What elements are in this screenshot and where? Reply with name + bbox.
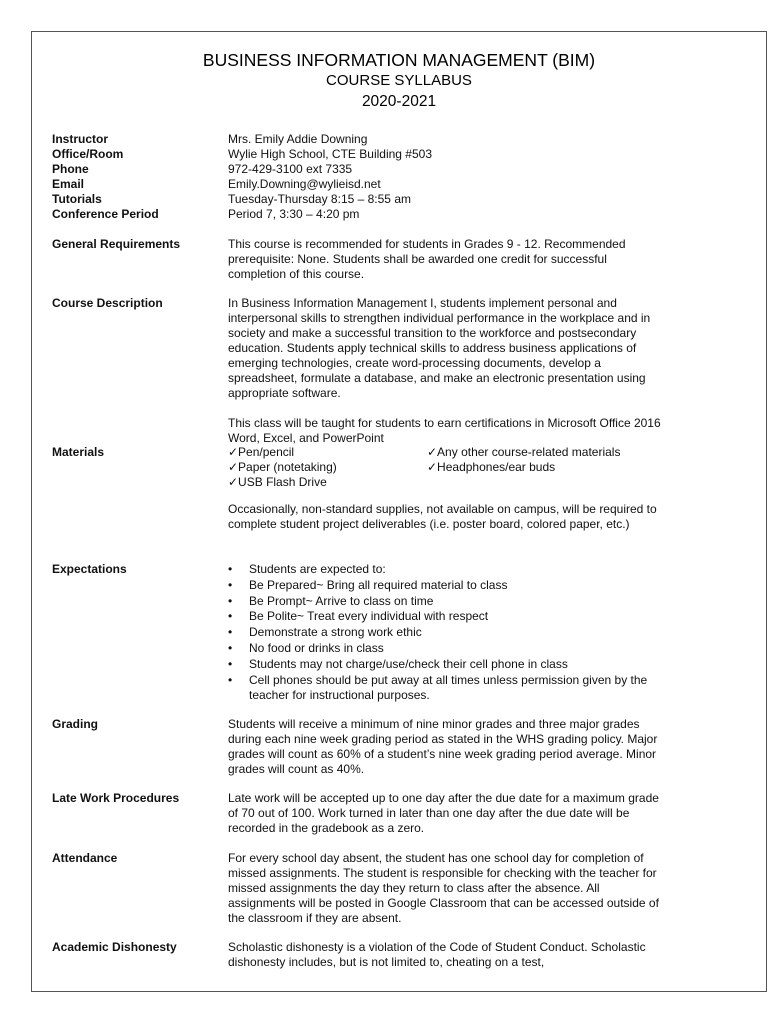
value-instructor: Mrs. Emily Addie Downing — [228, 132, 368, 146]
attendance-label: Attendance — [52, 851, 118, 865]
expectation-item: • Be Prepared~ Bring all required material to class — [228, 578, 668, 594]
grading-text: Students will receive a minimum of nine minor grades and three major grades during each nine week grading period as stated in the WHS grading policy. Major grades will count as 60% of a student’s nine week grading period average. Minor grades will count as 40%. — [228, 717, 658, 776]
contact-labels — [52, 132, 159, 222]
value-phone: 972-429-3100 ext 7335 — [228, 162, 353, 176]
label-office-room: Office/Room — [52, 147, 124, 161]
value-tutorials: Tuesday-Thursday 8:15 – 8:55 am — [228, 192, 411, 206]
value-office-room: Wylie High School, CTE Building #503 — [228, 147, 432, 161]
course-description-label: Course Description — [52, 296, 163, 310]
document-subtitle: COURSE SYLLABUS — [326, 72, 472, 89]
school-year: 2020-2021 — [361, 93, 437, 110]
attendance-text: For every school day absent, the student has one school day for completion of missed assignments. The student is responsible for checking with the teacher for missed assignments the day they return to class after the absence. All assignments will be posted in Google Classroom that can be accessed outside of the classroom if they are absent. — [228, 851, 659, 925]
academic-dishonesty-label: Academic Dishonesty — [52, 940, 177, 954]
late-work-label: Late Work Procedures — [52, 791, 180, 805]
late-work-text: Late work will be accepted up to one day after the due date for a maximum grade of 70 out of 100. Work turned in later than one day after the due date will be recorded in the gradebook as a zero. — [228, 791, 659, 835]
expectation-item: • Be Polite~ Treat every individual with respect — [228, 609, 668, 625]
label-phone: Phone — [52, 162, 89, 176]
material-item: ✓Paper (notetaking) — [228, 460, 337, 474]
material-item: ✓USB Flash Drive — [228, 475, 327, 489]
expectations-label: Expectations — [52, 562, 127, 576]
document-title: BUSINESS INFORMATION MANAGEMENT (BIM) — [202, 50, 596, 70]
value-email: Emily.Downing@wylieisd.net — [228, 177, 381, 191]
contact-values — [228, 132, 668, 222]
expectation-item: • Be Prompt~ Arrive to class on time — [228, 594, 668, 610]
label-conference-period: Conference Period — [52, 207, 159, 221]
general-requirements-label: General Requirements — [52, 237, 181, 251]
material-item: ✓Any other course-related materials — [427, 445, 621, 459]
label-instructor: Instructor — [52, 132, 109, 146]
course-description-text: In Business Information Management I, students implement personal and interpersonal skills to strengthen individual performance in the workplace and in society and make a successful transition to the workforce and postsecondary education. Students apply technical skills to address business applications of emerging technologies, create word-processing documents, develop a spreadsheet, formulate a database, and make an electronic presentation using appropriate software. — [228, 296, 651, 400]
expectations-list — [228, 562, 668, 704]
general-requirements-text: This course is recommended for students in Grades 9 - 12. Recommended prerequisite: None. Students shall be awarded one credit for successful completion of this course. — [228, 237, 626, 281]
materials-list — [228, 445, 668, 490]
grading-label: Grading — [52, 717, 99, 731]
syllabus-page — [31, 31, 767, 992]
materials-note: Occasionally, non-standard supplies, not available on campus, will be required to complete student project deliverables (i.e. poster board, colored paper, etc.) — [228, 502, 657, 531]
materials-label: Materials — [52, 445, 105, 459]
expectation-item: • Cell phones should be put away at all times unless permission given by the teacher for instructional purposes. — [228, 673, 668, 705]
academic-dishonesty-text: Scholastic dishonesty is a violation of the Code of Student Conduct. Scholastic dishonesty includes, but is not limited to, cheating on a test, — [228, 940, 646, 969]
expectation-item: • Students are expected to: — [228, 562, 668, 578]
expectation-item: • Demonstrate a strong work ethic — [228, 625, 668, 641]
material-item: ✓Headphones/ear buds — [427, 460, 556, 474]
expectation-item: • No food or drinks in class — [228, 641, 668, 657]
value-conference-period: Period 7, 3:30 – 4:20 pm — [228, 207, 360, 221]
expectation-item: • Students may not charge/use/check their cell phone in class — [228, 657, 668, 673]
label-tutorials: Tutorials — [52, 192, 102, 206]
label-email: Email — [52, 177, 85, 191]
material-item: ✓Pen/pencil — [228, 445, 295, 459]
certification-text: This class will be taught for students to earn certifications in Microsoft Office 2016 Word, Excel, and PowerPoint — [228, 416, 661, 445]
